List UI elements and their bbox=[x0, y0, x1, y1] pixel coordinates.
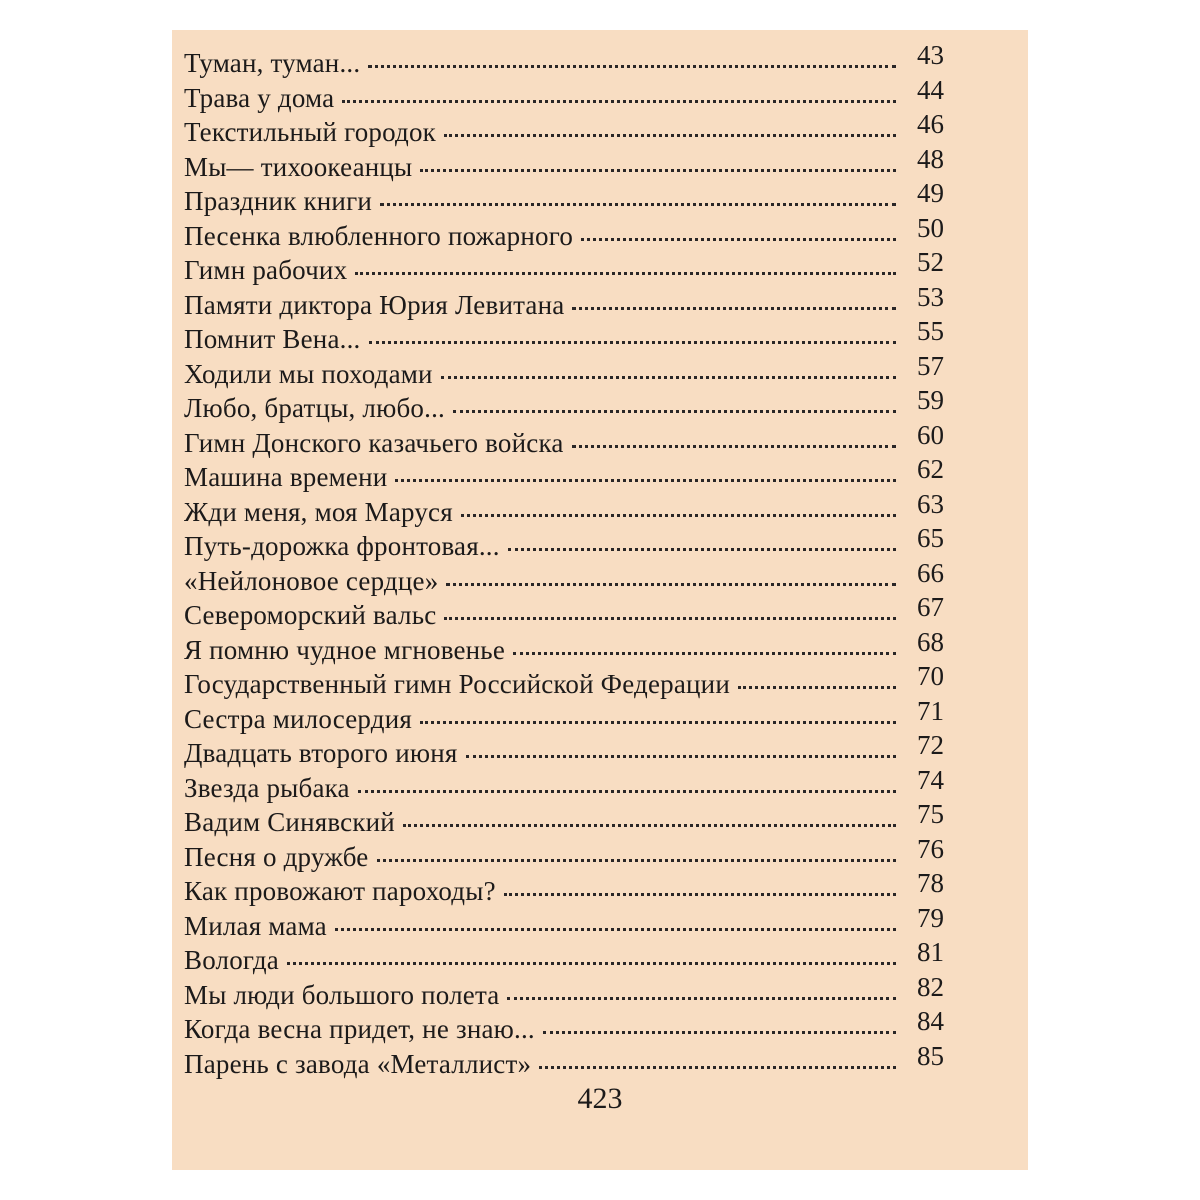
toc-entry-page: 65 bbox=[917, 523, 944, 553]
toc-entry-page: 66 bbox=[917, 557, 944, 588]
toc-entry bbox=[184, 1006, 944, 1049]
toc-dot-leader bbox=[466, 755, 897, 758]
toc-entry bbox=[184, 799, 944, 842]
toc-dot-leader bbox=[420, 169, 896, 172]
toc-dot-leader bbox=[377, 859, 897, 862]
toc-entry-page: 81 bbox=[917, 937, 944, 967]
toc-entry-title: Песенка влюбленного пожарного bbox=[184, 220, 574, 251]
toc-entry-page: 74 bbox=[917, 764, 944, 795]
toc-dot-leader bbox=[380, 203, 896, 206]
toc-dot-leader bbox=[342, 100, 896, 103]
toc-dot-leader bbox=[507, 997, 896, 1000]
toc-dot-leader bbox=[453, 410, 896, 413]
toc-dot-leader bbox=[444, 134, 896, 137]
toc-entry bbox=[184, 350, 944, 394]
book-page bbox=[172, 30, 1028, 1170]
toc-entry-title: Песня о дружбе bbox=[184, 841, 369, 872]
toc-entry-title: Североморский вальс bbox=[184, 600, 437, 630]
toc-entry-page: 82 bbox=[917, 971, 944, 1002]
toc-entry-title: Любо, братцы, любо... bbox=[184, 393, 445, 423]
toc-entry bbox=[184, 281, 944, 325]
toc-entry-title: Когда весна придет, не знаю... bbox=[184, 1014, 535, 1044]
toc-entry-page: 85 bbox=[917, 1040, 944, 1071]
toc-entry-title: Путь-дорожка фронтовая... bbox=[184, 531, 500, 561]
toc-entry bbox=[184, 178, 944, 221]
toc-entry-page: 62 bbox=[917, 454, 944, 484]
toc-entry bbox=[184, 385, 944, 428]
toc-entry-title: Сестра милосердия bbox=[184, 703, 412, 734]
toc-dot-leader bbox=[572, 307, 896, 310]
toc-entry-title: Двадцать второго июня bbox=[184, 738, 458, 768]
toc-dot-leader bbox=[369, 341, 897, 344]
toc-dot-leader bbox=[572, 445, 896, 448]
toc-entry bbox=[184, 316, 944, 359]
toc-entry-page: 50 bbox=[917, 212, 944, 243]
toc-dot-leader bbox=[395, 479, 896, 482]
toc-entry bbox=[184, 833, 944, 877]
toc-dot-leader bbox=[513, 652, 896, 655]
toc-entry-page: 63 bbox=[917, 488, 944, 519]
toc-dot-leader bbox=[287, 962, 896, 965]
toc-entry bbox=[184, 247, 944, 290]
toc-entry-page: 78 bbox=[917, 868, 944, 898]
toc-entry bbox=[184, 868, 944, 911]
toc-entry-title: Ходили мы походами bbox=[184, 358, 433, 389]
toc-entry-title: Гимн рабочих bbox=[184, 255, 348, 285]
toc-entry-title: Памяти диктора Юрия Левитана bbox=[184, 289, 565, 320]
table-of-contents bbox=[184, 40, 944, 1083]
toc-entry bbox=[184, 764, 944, 808]
toc-entry-page: 55 bbox=[917, 316, 944, 346]
toc-entry-title: Трава у дома bbox=[184, 82, 335, 113]
toc-entry-page: 44 bbox=[917, 74, 944, 105]
toc-entry bbox=[184, 212, 944, 256]
toc-entry-page: 43 bbox=[917, 40, 944, 70]
toc-entry-title: Помнит Вена... bbox=[184, 324, 361, 354]
toc-entry-page: 57 bbox=[917, 350, 944, 381]
toc-entry-page: 79 bbox=[917, 902, 944, 933]
toc-dot-leader bbox=[539, 1066, 896, 1069]
toc-entry bbox=[184, 419, 944, 463]
toc-entry bbox=[184, 971, 944, 1015]
toc-entry-title: Вологда bbox=[184, 945, 279, 975]
toc-entry-title: Как провожают пароходы? bbox=[184, 876, 496, 906]
toc-entry bbox=[184, 730, 944, 773]
toc-entry-title: Парень с завода «Металлист» bbox=[184, 1048, 532, 1079]
toc-entry-page: 71 bbox=[917, 695, 944, 726]
toc-dot-leader bbox=[508, 548, 896, 551]
toc-entry bbox=[184, 902, 944, 946]
toc-entry-page: 52 bbox=[917, 247, 944, 277]
toc-entry bbox=[184, 74, 944, 118]
toc-entry bbox=[184, 109, 944, 152]
toc-entry bbox=[184, 592, 944, 635]
toc-entry bbox=[184, 557, 944, 601]
toc-dot-leader bbox=[738, 686, 896, 689]
toc-entry-title: Государственный гимн Российской Федерации bbox=[184, 669, 730, 699]
toc-dot-leader bbox=[581, 238, 896, 241]
toc-entry bbox=[184, 454, 944, 497]
toc-dot-leader bbox=[420, 721, 896, 724]
toc-entry-page: 67 bbox=[917, 592, 944, 622]
toc-entry bbox=[184, 488, 944, 532]
toc-entry bbox=[184, 1040, 944, 1084]
toc-entry-page: 48 bbox=[917, 143, 944, 174]
toc-dot-leader bbox=[403, 824, 896, 827]
toc-entry-title: Гимн Донского казачьего войска bbox=[184, 427, 564, 458]
toc-dot-leader bbox=[368, 65, 896, 68]
toc-entry-page: 84 bbox=[917, 1006, 944, 1036]
toc-entry-title: Праздник книги bbox=[184, 186, 373, 216]
toc-entry-title: Милая мама bbox=[184, 910, 327, 941]
toc-entry-page: 68 bbox=[917, 626, 944, 657]
toc-dot-leader bbox=[441, 376, 896, 379]
toc-entry bbox=[184, 937, 944, 980]
toc-entry bbox=[184, 40, 944, 83]
toc-entry-title: Жди меня, моя Маруся bbox=[184, 496, 453, 527]
toc-dot-leader bbox=[358, 790, 896, 793]
toc-entry bbox=[184, 143, 944, 187]
toc-entry-page: 70 bbox=[917, 661, 944, 691]
toc-entry-title: Звезда рыбака bbox=[184, 772, 350, 803]
toc-dot-leader bbox=[335, 928, 896, 931]
page-number: 423 bbox=[577, 1082, 623, 1115]
toc-entry bbox=[184, 695, 944, 739]
toc-entry-page: 76 bbox=[917, 833, 944, 864]
toc-entry-title: Машина времени bbox=[184, 462, 388, 492]
toc-dot-leader bbox=[461, 514, 896, 517]
toc-entry-title: Мы люди большого полета bbox=[184, 979, 500, 1010]
toc-dot-leader bbox=[446, 583, 896, 586]
toc-entry-page: 75 bbox=[917, 799, 944, 829]
toc-entry-title: Вадим Синявский bbox=[184, 807, 395, 837]
toc-entry-title: «Нейлоновое сердце» bbox=[184, 565, 439, 596]
toc-entry bbox=[184, 626, 944, 670]
toc-entry-page: 59 bbox=[917, 385, 944, 415]
toc-entry-title: Мы— тихоокеанцы bbox=[184, 151, 413, 182]
toc-entry-page: 60 bbox=[917, 419, 944, 450]
toc-entry bbox=[184, 523, 944, 566]
toc-entry-page: 49 bbox=[917, 178, 944, 208]
toc-entry-page: 72 bbox=[917, 730, 944, 760]
toc-entry-title: Туман, туман... bbox=[184, 48, 361, 78]
toc-dot-leader bbox=[543, 1031, 896, 1034]
toc-entry-page: 46 bbox=[917, 109, 944, 139]
toc-entry-title: Текстильный городок bbox=[184, 117, 436, 147]
toc-entry-title: Я помню чудное мгновенье bbox=[184, 634, 506, 665]
toc-entry bbox=[184, 661, 944, 704]
toc-entry-page: 53 bbox=[917, 281, 944, 312]
toc-dot-leader bbox=[355, 272, 896, 275]
toc-dot-leader bbox=[504, 893, 896, 896]
toc-dot-leader bbox=[444, 617, 896, 620]
